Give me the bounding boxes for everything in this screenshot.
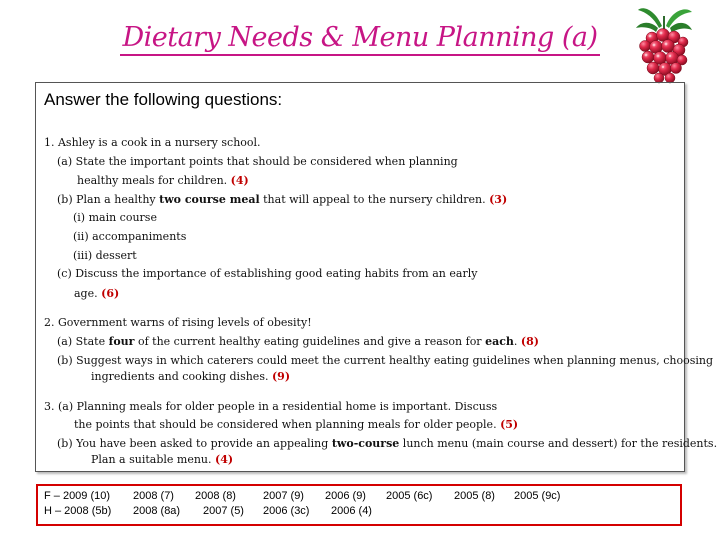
q1-b-mark: (3) (489, 193, 508, 206)
q1-b-line: (b) Plan a healthy two course meal that will appeal to the nursery children. (3) (57, 193, 508, 206)
ref-row1-2: 2008 (7) (133, 490, 174, 502)
q1-c-line1: (c) Discuss the importance of establishing good eating habits from an early (57, 267, 478, 280)
q2-intro: 2. Government warns of rising levels of obesity! (44, 316, 312, 329)
raspberry-icon (632, 4, 696, 86)
ref-row1-4: 2007 (9) (263, 490, 304, 502)
q3-a-line1: 3. (a) Planning meals for older people in a residential home is important. Discuss (44, 400, 498, 413)
q2-b-line2: ingredients and cooking dishes. (9) (91, 370, 291, 383)
ref-row1-7: 2005 (8) (454, 490, 495, 502)
q1-b-iii: (iii) dessert (73, 249, 137, 262)
q3-b-line2: Plan a suitable menu. (4) (91, 453, 234, 466)
ref-row1-6: 2005 (6c) (386, 490, 433, 502)
q1-intro: 1. Ashley is a cook in a nursery school. (44, 136, 261, 149)
ref-row2-1: H – 2008 (5b) (44, 505, 112, 517)
q1-b-ii: (ii) accompaniments (73, 230, 187, 243)
page-title-text: Dietary Needs & Menu Planning (a) (120, 22, 599, 56)
q2-b-line1: (b) Suggest ways in which caterers could meet the current healthy eating guidelines when planning menus, choosing (57, 354, 714, 367)
q3-a-line2: the points that should be considered when planning meals for older people. (5) (74, 418, 519, 431)
ref-row2-4: 2006 (3c) (263, 505, 310, 517)
ref-row1-1: F – 2009 (10) (44, 490, 111, 502)
q1-c-mark: (6) (101, 287, 120, 300)
q1-a-line1: (a) State the important points that should be considered when planning (57, 155, 458, 168)
ref-row2-5: 2006 (4) (331, 505, 372, 517)
ref-row2-3: 2007 (5) (203, 505, 244, 517)
q1-a-mark: (4) (230, 174, 249, 187)
q2-a-mark: (8) (520, 335, 539, 348)
ref-row1-3: 2008 (8) (195, 490, 236, 502)
q3-b-line1: (b) You have been asked to provide an appealing two-course lunch menu (main course and dessert) for the residents. (57, 437, 718, 450)
q1-c-line2: age. (6) (74, 287, 120, 300)
ref-row2-2: 2008 (8a) (133, 505, 181, 517)
q2-b-mark: (9) (271, 370, 291, 383)
questions-heading: Answer the following questions: (44, 90, 283, 109)
ref-row1-8: 2005 (9c) (514, 490, 561, 502)
q2-a-line: (a) State four of the current healthy eating guidelines and give a reason for each. (8) (57, 335, 539, 348)
ref-row1-5: 2006 (9) (325, 490, 366, 502)
page-title (0, 22, 720, 53)
q1-a-line2: healthy meals for children. (4) (77, 174, 249, 187)
q3-b-mark: (4) (215, 453, 234, 466)
q1-b-i: (i) main course (73, 211, 157, 224)
q3-a-mark: (5) (500, 418, 519, 431)
